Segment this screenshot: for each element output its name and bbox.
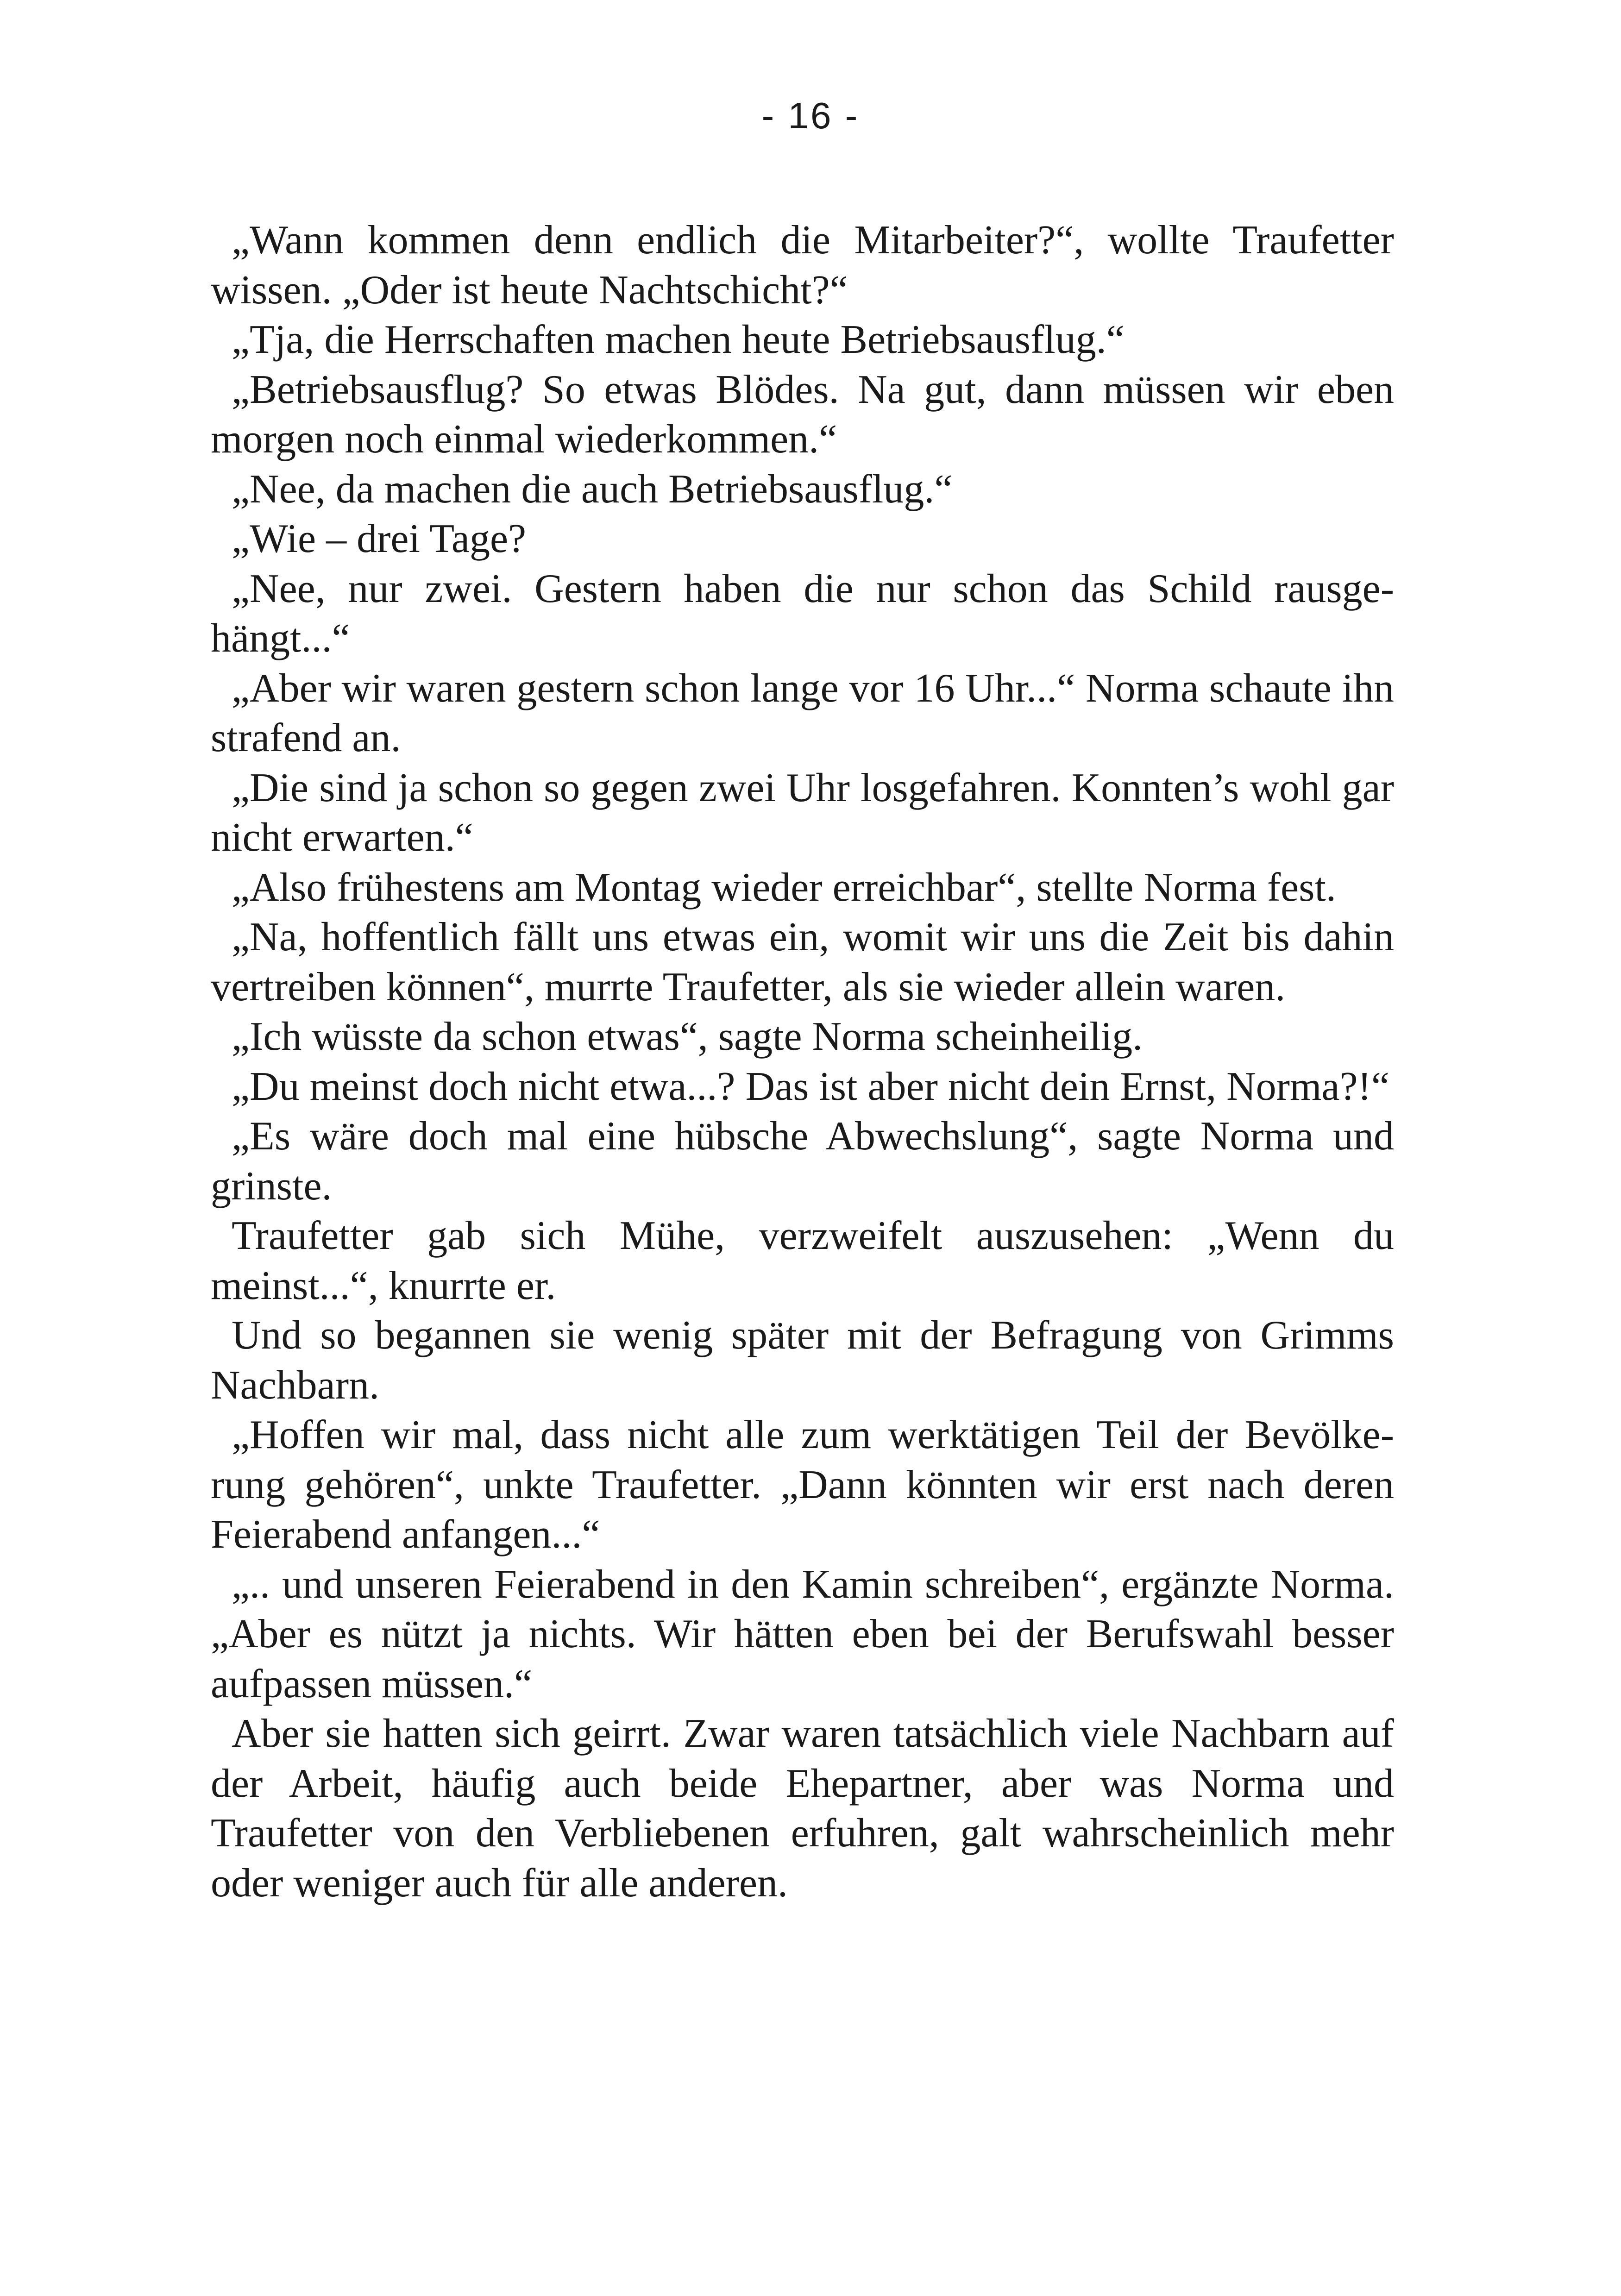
paragraph: „Wann kommen denn endlich die Mitarbeiter?“, wollte Traufetter wissen. „Oder ist heute Nachtschicht?“ — [211, 218, 1394, 313]
paragraph: „Na, hoffentlich fällt uns etwas ein, womit wir uns die Zeit bis dahin vertreiben können“, murrte Traufetter, als sie wieder allein waren. — [211, 915, 1394, 1010]
paragraph: „Nee, nur zwei. Gestern haben die nur schon das Schild rausge-hängt...“ — [211, 566, 1394, 661]
paragraph: „Die sind ja schon so gegen zwei Uhr losgefahren. Konnten’s wohl gar nicht erwarten.“ — [211, 765, 1394, 860]
paragraph: „Also frühestens am Montag wieder erreichbar“, stellte Norma fest. — [232, 865, 1336, 910]
paragraph: „Wie – drei Tage? — [232, 516, 527, 561]
paragraph: Traufetter gab sich Mühe, verzweifelt auszusehen: „Wenn du meinst...“, knurrte er. — [211, 1213, 1394, 1308]
paragraph: „Hoffen wir mal, dass nicht alle zum werktätigen Teil der Bevölke-rung gehören“, unkte Traufetter. „Dann könnten wir erst nach deren Feierabend anfangen...“ — [211, 1412, 1394, 1557]
paragraph: „.. und unseren Feierabend in den Kamin schreiben“, ergänzte Norma. „Aber es nützt ja nichts. Wir hätten eben bei der Berufswahl besser aufpassen müssen.“ — [211, 1562, 1394, 1706]
paragraph: „Aber wir waren gestern schon lange vor 16 Uhr...“ Norma schaute ihn strafend an. — [211, 665, 1394, 760]
paragraph: Aber sie hatten sich geirrt. Zwar waren tatsächlich viele Nachbarn auf der Arbeit, häufig auch beide Ehepartner, aber was Norma und Traufetter von den Verbliebenen erfuhren, galt wahrscheinlich mehr oder weniger auch für alle anderen. — [211, 1711, 1394, 1906]
paragraph: „Betriebsausflug? So etwas Blödes. Na gut, dann müssen wir eben morgen noch einmal wiederkommen.“ — [211, 367, 1394, 462]
body-text — [211, 215, 1394, 1908]
page-number: - 16 - — [761, 95, 860, 136]
paragraph: „Ich wüsste da schon etwas“, sagte Norma scheinheilig. — [232, 1014, 1143, 1059]
paragraph: Und so begannen sie wenig später mit der Befragung von Grimms Nachbarn. — [211, 1313, 1394, 1408]
paragraph: „Es wäre doch mal eine hübsche Abwechslung“, sagte Norma und grinste. — [211, 1114, 1394, 1209]
paragraph: „Nee, da machen die auch Betriebsausflug.“ — [232, 466, 953, 512]
paragraph: „Tja, die Herrschaften machen heute Betriebsausflug.“ — [232, 317, 1125, 362]
paragraph: „Du meinst doch nicht etwa...? Das ist aber nicht dein Ernst, Norma?!“ — [232, 1064, 1389, 1109]
